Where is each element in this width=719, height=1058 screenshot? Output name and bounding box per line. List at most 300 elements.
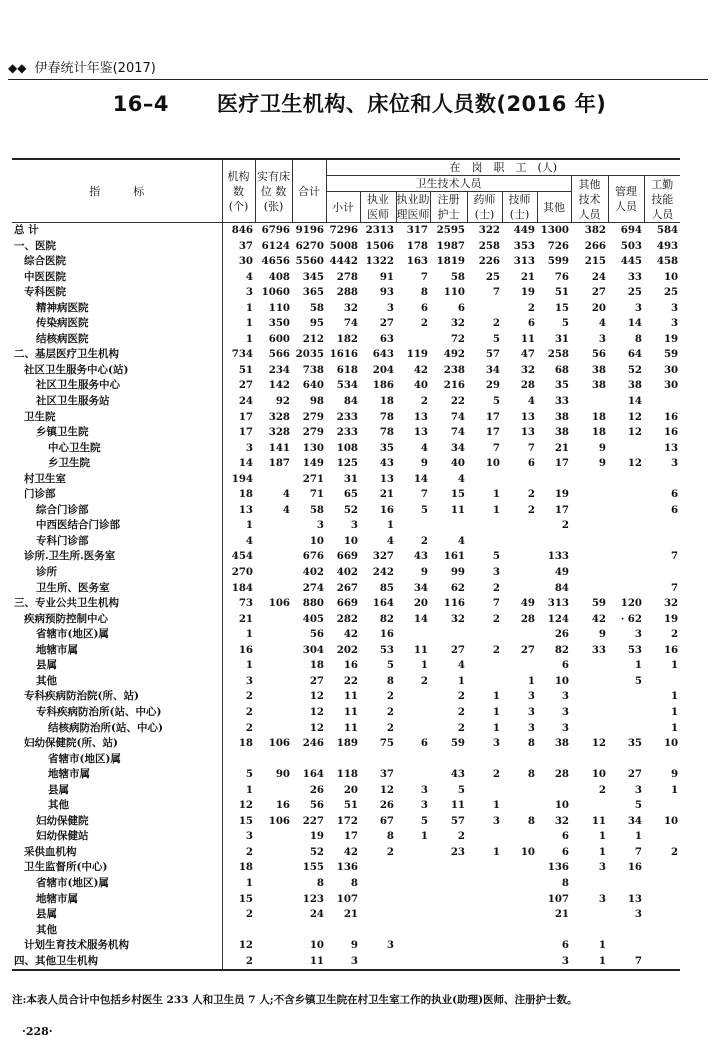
table-cell: 16: [627, 861, 642, 874]
table-cell: 27: [450, 643, 465, 656]
table-cell: [396, 627, 430, 643]
table-cell: [644, 565, 680, 581]
table-cell: [644, 860, 680, 876]
table-cell: 1819: [436, 255, 465, 268]
table-cell: 3: [245, 674, 253, 687]
table-cell: 194: [231, 472, 253, 485]
table-cell: [502, 923, 537, 939]
table-cell: [608, 752, 644, 768]
table-cell: 35: [627, 737, 642, 750]
table-cell: 10: [309, 939, 324, 952]
table-cell: [571, 503, 608, 519]
table-cell: 172: [336, 814, 358, 827]
row-label: 专科医院: [12, 285, 222, 301]
table-cell: 1: [245, 519, 253, 532]
row-label: 诊所.卫生所.医务室: [12, 549, 222, 565]
table-cell: 5: [386, 659, 394, 672]
table-cell: 640: [302, 379, 324, 392]
header-assistant-doctors-line2: 理医师: [396, 208, 430, 221]
table-row: [12, 316, 680, 332]
table-cell: 6796: [261, 224, 290, 236]
table-cell: 9196: [295, 224, 324, 236]
table-cell: 59: [591, 597, 606, 610]
table-cell: 74: [450, 426, 465, 439]
table-cell: 492: [443, 348, 465, 361]
table-cell: 13: [663, 441, 679, 454]
table-row: [12, 674, 680, 690]
table-cell: [644, 923, 680, 939]
table-cell: [644, 518, 680, 534]
table-cell: [608, 938, 644, 954]
table-cell: [502, 581, 537, 597]
table-cell: [360, 892, 396, 908]
row-label: 门诊部: [12, 487, 222, 503]
table-cell: [255, 938, 292, 954]
table-cell: 74: [450, 410, 465, 423]
header-indicator: 指 标: [12, 159, 222, 223]
table-cell: 14: [413, 472, 428, 485]
table-cell: 37: [379, 768, 394, 781]
table-cell: 3: [561, 705, 569, 718]
table-cell: 2: [527, 503, 535, 516]
table-cell: 52: [343, 503, 358, 516]
table-cell: 24: [309, 908, 324, 921]
table-cell: 1: [245, 628, 253, 641]
table-cell: 215: [584, 255, 606, 268]
table-cell: 52: [627, 363, 642, 376]
table-cell: 20: [343, 783, 358, 796]
table-cell: 42: [343, 628, 358, 641]
table-cell: 2: [245, 705, 253, 718]
row-label: 中医医院: [12, 270, 222, 286]
row-label: 卫生院: [12, 410, 222, 426]
table-cell: 13: [413, 410, 428, 423]
table-cell: 408: [268, 270, 290, 283]
table-cell: 19: [520, 286, 535, 299]
header-institutions-line2: 数: [233, 184, 244, 198]
table-cell: 5: [492, 395, 500, 408]
table-cell: 2: [386, 690, 394, 703]
row-label: 诊所: [12, 565, 222, 581]
header-institutions-line3: (个): [228, 199, 249, 213]
running-head: [8, 57, 708, 80]
table-cell: [608, 518, 644, 534]
row-label: 地辖市属: [12, 767, 222, 783]
table-number: 16–4: [112, 92, 170, 116]
table-cell: 85: [379, 581, 394, 594]
table-cell: [571, 876, 608, 892]
table-cell: 2: [457, 690, 465, 703]
table-row: [12, 612, 680, 628]
table-row: [12, 752, 680, 768]
table-cell: [255, 876, 292, 892]
table-title: [0, 88, 719, 118]
table-cell: [255, 721, 292, 737]
table-cell: 5: [457, 783, 465, 796]
table-cell: [608, 503, 644, 519]
table-cell: [502, 534, 537, 550]
table-cell: 161: [443, 550, 465, 563]
table-cell: 12: [309, 705, 324, 718]
table-cell: 234: [268, 363, 290, 376]
table-row: [12, 347, 680, 363]
table-cell: 8: [316, 876, 324, 889]
table-cell: 8: [527, 814, 535, 827]
table-cell: 5: [561, 317, 569, 330]
table-cell: 270: [231, 566, 253, 579]
table-cell: 12: [627, 410, 642, 423]
table-row: [12, 332, 680, 348]
table-cell: 28: [520, 379, 535, 392]
header-nurses: [430, 192, 467, 223]
table-cell: 3: [492, 737, 500, 750]
table-cell: 5: [420, 814, 428, 827]
table-cell: 19: [663, 612, 679, 625]
table-cell: 7: [608, 954, 644, 971]
table-cell: 13: [520, 410, 535, 423]
table-cell: 43: [379, 457, 394, 470]
table-cell: [467, 518, 502, 534]
table-cell: 164: [302, 768, 324, 781]
table-cell: 13: [520, 426, 535, 439]
row-label: 妇幼保健院(所、站): [12, 736, 222, 752]
table-row: [12, 456, 680, 472]
table-cell: 19: [663, 332, 679, 345]
row-label: 专科门诊部: [12, 534, 222, 550]
table-cell: [571, 565, 608, 581]
table-cell: 328: [268, 426, 290, 439]
table-cell: 10: [663, 737, 679, 750]
table-cell: [326, 752, 360, 768]
table-cell: 17: [485, 410, 500, 423]
table-cell: 16: [343, 659, 358, 672]
table-row: [12, 223, 680, 239]
table-cell: 599: [547, 255, 569, 268]
row-label: 社区卫生服务中心: [12, 378, 222, 394]
table-cell: [608, 534, 644, 550]
table-cell: 51: [554, 286, 569, 299]
table-cell: 6: [561, 845, 569, 858]
table-cell: 24: [591, 270, 606, 283]
table-cell: [571, 534, 608, 550]
table-cell: 84: [554, 581, 569, 594]
table-cell: 353: [513, 239, 535, 252]
table-cell: 124: [547, 612, 569, 625]
table-row: [12, 270, 680, 286]
table-cell: 676: [302, 550, 324, 563]
table-cell: 95: [309, 317, 324, 330]
table-cell: 51: [238, 363, 253, 376]
table-cell: 246: [302, 737, 324, 750]
row-label: 县属: [12, 658, 222, 674]
table-cell: 1: [598, 845, 606, 858]
table-cell: 110: [268, 301, 290, 314]
table-cell: 32: [663, 597, 679, 610]
table-cell: 282: [336, 612, 358, 625]
table-cell: 14: [627, 317, 642, 330]
table-cell: 187: [268, 457, 290, 470]
table-cell: [644, 892, 680, 908]
table-cell: 2: [598, 783, 606, 796]
table-cell: 6: [457, 301, 465, 314]
table-cell: 493: [656, 239, 679, 252]
table-cell: 204: [372, 363, 394, 376]
table-cell: 108: [336, 441, 358, 454]
table-cell: [430, 938, 467, 954]
table-cell: 11: [591, 814, 606, 827]
table-cell: [467, 752, 502, 768]
table-row: [12, 581, 680, 597]
row-label: 县属: [12, 783, 222, 799]
header-workers-line2: 技能: [651, 192, 674, 206]
header-other-tech-line2: 技术: [578, 192, 601, 206]
table-cell: 27: [591, 286, 606, 299]
table-cell: 7296: [329, 224, 358, 236]
table-cell: [571, 581, 608, 597]
table-cell: 123: [302, 892, 324, 905]
table-cell: 11: [343, 705, 358, 718]
table-cell: [467, 472, 502, 488]
table-cell: 3: [420, 799, 428, 812]
table-cell: 11: [520, 332, 535, 345]
table-row: [12, 503, 680, 519]
table-cell: 8: [527, 737, 535, 750]
table-cell: 34: [627, 814, 642, 827]
row-label: 乡卫生院: [12, 456, 222, 472]
table-cell: 32: [554, 814, 569, 827]
table-cell: [255, 860, 292, 876]
table-cell: 2: [457, 705, 465, 718]
table-cell: [255, 907, 292, 923]
table-cell: [502, 658, 537, 674]
table-cell: 6: [420, 301, 428, 314]
table-cell: 34: [413, 581, 428, 594]
table-cell: [608, 549, 644, 565]
table-cell: 1: [245, 659, 253, 672]
table-cell: 618: [336, 363, 358, 376]
table-row: [12, 705, 680, 721]
table-cell: 3: [316, 519, 324, 532]
table-cell: 116: [443, 597, 465, 610]
row-label: 精神病医院: [12, 301, 222, 317]
table-cell: 6: [561, 830, 569, 843]
row-label: 结核病防治所(站、中心): [12, 721, 222, 737]
table-cell: 136: [547, 861, 569, 874]
table-row: [12, 549, 680, 565]
table-row: [12, 923, 680, 939]
table-cell: 106: [268, 814, 290, 827]
table-cell: [571, 549, 608, 565]
table-cell: 2035: [295, 348, 324, 361]
table-cell: 17: [238, 410, 253, 423]
table-cell: 3: [245, 441, 253, 454]
table-cell: [608, 441, 644, 457]
row-label: 计划生育技术服务机构: [12, 938, 222, 954]
header-workers-line1: 工勤: [651, 177, 674, 191]
table-cell: 2: [527, 488, 535, 501]
table-cell: 82: [379, 612, 394, 625]
table-cell: 16: [379, 503, 394, 516]
table-cell: [644, 534, 680, 550]
table-cell: 13: [413, 426, 428, 439]
table-cell: 125: [336, 457, 358, 470]
table-cell: [255, 658, 292, 674]
table-cell: 106: [268, 737, 290, 750]
table-cell: 2: [492, 317, 500, 330]
table-cell: [502, 752, 537, 768]
table-cell: 19: [554, 488, 569, 501]
table-cell: [430, 752, 467, 768]
table-cell: [255, 627, 292, 643]
table-cell: [537, 923, 571, 939]
row-label: 专科疾病防治所(站、中心): [12, 705, 222, 721]
table-cell: 2595: [436, 224, 465, 236]
table-row: [12, 814, 680, 830]
table-cell: 3: [634, 628, 642, 641]
table-cell: 18: [591, 410, 606, 423]
table-cell: 4: [282, 503, 290, 516]
table-cell: [608, 487, 644, 503]
table-row: [12, 565, 680, 581]
table-cell: 7: [671, 581, 679, 594]
table-cell: 1: [492, 721, 500, 734]
table-cell: [430, 954, 467, 971]
table-cell: 2: [222, 954, 255, 971]
table-cell: 17: [343, 830, 358, 843]
table-cell: 32: [343, 301, 358, 314]
table-cell: [467, 829, 502, 845]
row-label: 其他: [12, 923, 222, 939]
header-workers-line3: 人员: [651, 207, 674, 221]
table-cell: 2: [420, 674, 428, 687]
table-cell: 10: [554, 799, 569, 812]
table-cell: 2: [492, 581, 500, 594]
table-cell: [467, 923, 502, 939]
table-cell: [255, 752, 292, 768]
table-cell: 6: [561, 939, 569, 952]
table-cell: [396, 845, 430, 861]
table-cell: 13: [238, 503, 253, 516]
row-label: 省辖市(地区)属: [12, 876, 222, 892]
table-cell: [430, 627, 467, 643]
table-cell: [430, 876, 467, 892]
table-cell: 17: [554, 503, 569, 516]
table-cell: 15: [554, 301, 569, 314]
table-cell: 3: [326, 954, 360, 971]
table-row: [12, 627, 680, 643]
table-cell: 32: [520, 363, 535, 376]
table-cell: 238: [443, 363, 465, 376]
table-title-text: 医疗卫生机构、床位和人员数(2016 年): [216, 92, 607, 116]
table-cell: 1506: [365, 239, 394, 252]
header-workers: [644, 176, 680, 223]
table-cell: [608, 923, 644, 939]
table-cell: 6270: [295, 239, 324, 252]
table-cell: [608, 581, 644, 597]
table-cell: [502, 798, 537, 814]
table-cell: 20: [413, 597, 428, 610]
table-cell: 4: [527, 395, 535, 408]
table-cell: 22: [450, 395, 465, 408]
table-cell: 14: [238, 457, 253, 470]
table-cell: 24: [238, 395, 253, 408]
row-label: 总 计: [12, 223, 222, 239]
table-cell: [222, 923, 255, 939]
table-row: [12, 239, 680, 255]
table-cell: [502, 860, 537, 876]
table-cell: [430, 907, 467, 923]
table-cell: 9: [598, 441, 606, 454]
header-beds: [255, 159, 292, 223]
table-cell: [571, 705, 608, 721]
table-cell: 56: [309, 628, 324, 641]
table-cell: 9: [598, 628, 606, 641]
table-cell: [644, 938, 680, 954]
table-cell: 73: [238, 597, 253, 610]
table-row: [12, 301, 680, 317]
table-cell: [571, 518, 608, 534]
table-cell: 3: [527, 690, 535, 703]
table-cell: 3: [671, 301, 679, 314]
row-label: 结核病医院: [12, 332, 222, 348]
table-cell: 42: [343, 845, 358, 858]
header-health-tech-group: 卫生技术人员: [326, 176, 571, 192]
table-cell: [644, 752, 680, 768]
header-beds-line3: (张): [263, 199, 284, 213]
table-cell: 133: [547, 550, 569, 563]
table-cell: 8: [386, 674, 394, 687]
table-cell: [644, 472, 680, 488]
table-cell: 1: [634, 659, 642, 672]
table-cell: [467, 892, 502, 908]
table-cell: 734: [231, 348, 253, 361]
table-cell: 10: [663, 270, 679, 283]
table-row: [12, 938, 680, 954]
table-cell: 233: [336, 410, 358, 423]
table-cell: [255, 472, 292, 488]
table-cell: 3: [561, 721, 569, 734]
table-cell: [255, 689, 292, 705]
table-cell: 57: [485, 348, 500, 361]
table-cell: 12: [379, 783, 394, 796]
table-cell: 1: [634, 830, 642, 843]
table-cell: 72: [450, 332, 465, 345]
table-cell: 119: [406, 348, 428, 361]
table-cell: 58: [309, 301, 324, 314]
table-cell: 3: [386, 301, 394, 314]
row-label: 综合门诊部: [12, 503, 222, 519]
table-cell: 18: [591, 426, 606, 439]
table-cell: 14: [413, 612, 428, 625]
table-cell: 6: [527, 317, 535, 330]
table-footnote: 注:本表人员合计中包括乡村医生 233 人和卫生员 7 人;不含乡镇卫生院在村卫生室工作的执业(助理)医师、注册护士数。: [12, 994, 578, 1006]
table-cell: 32: [450, 317, 465, 330]
table-cell: 155: [302, 861, 324, 874]
table-cell: 21: [520, 270, 535, 283]
table-cell: 405: [302, 612, 324, 625]
table-cell: [571, 752, 608, 768]
table-cell: 37: [238, 239, 253, 252]
header-managers-line1: 管理: [615, 185, 637, 198]
row-label: 疾病预防控制中心: [12, 612, 222, 628]
table-row: [12, 689, 680, 705]
table-cell: [467, 301, 502, 317]
table-cell: [430, 923, 467, 939]
table-cell: 15: [238, 814, 253, 827]
table-row: [12, 721, 680, 737]
table-cell: 2: [386, 845, 394, 858]
table-cell: 2: [420, 317, 428, 330]
